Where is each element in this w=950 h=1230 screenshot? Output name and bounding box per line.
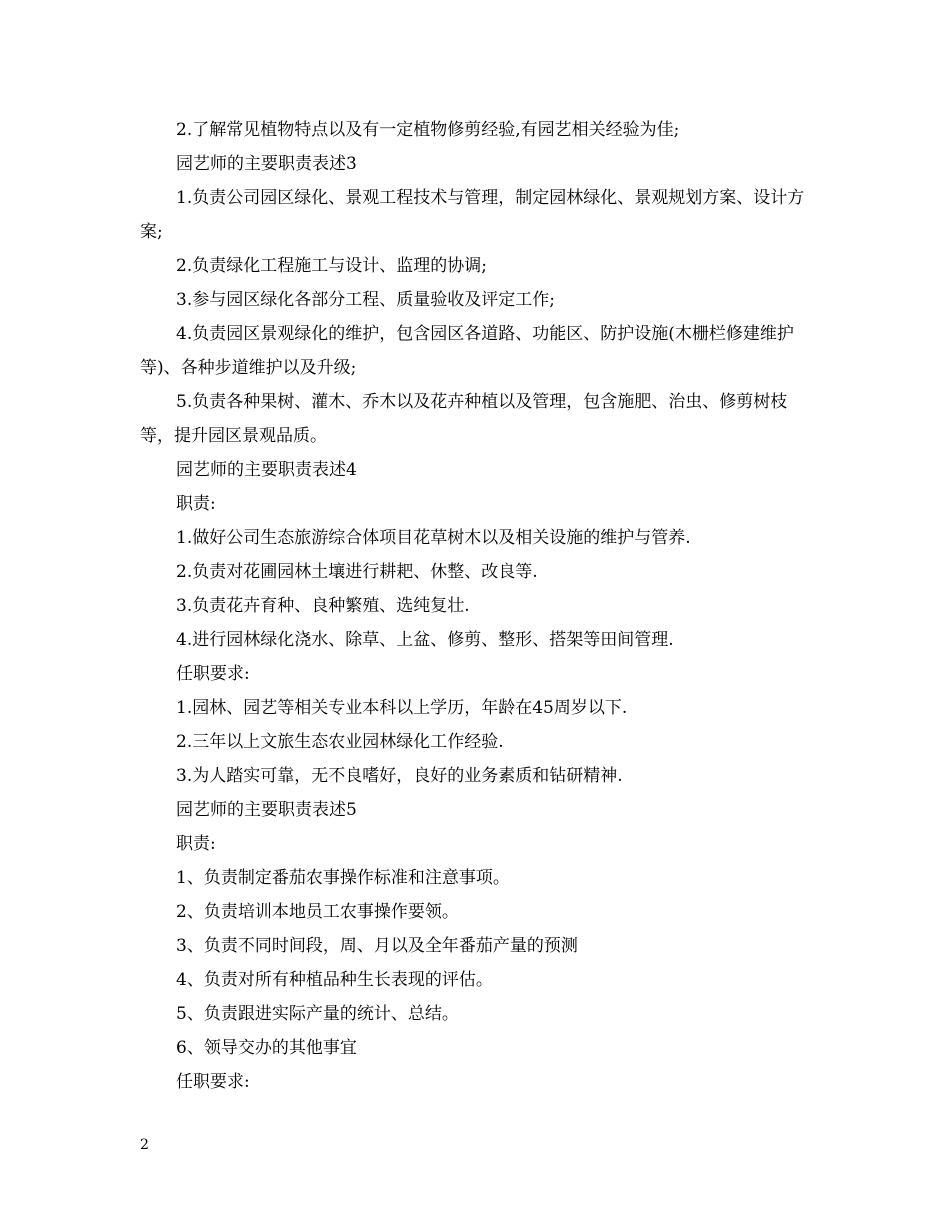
page-number: 2	[140, 1137, 149, 1153]
subheading: 职责:	[176, 834, 216, 854]
paragraph: 2、负责培训本地员工农事操作要领。	[176, 902, 459, 922]
subheading: 任职要求:	[176, 664, 250, 684]
paragraph: 1.园林、园艺等相关专业本科以上学历，年龄在45周岁以下.	[176, 698, 628, 718]
paragraph: 3、负责不同时间段，周、月以及全年番茄产量的预测	[176, 936, 578, 956]
subheading: 职责:	[176, 494, 216, 514]
section-heading: 园艺师的主要职责表述3	[176, 154, 357, 174]
paragraph: 6、领导交办的其他事宜	[176, 1038, 357, 1058]
paragraph: 3.为人踏实可靠，无不良嗜好，良好的业务素质和钻研精神.	[176, 766, 623, 786]
paragraph: 2.负责绿化工程施工与设计、监理的协调;	[176, 256, 487, 276]
section-heading: 园艺师的主要职责表述4	[176, 460, 357, 480]
document-body	[140, 113, 820, 1099]
paragraph: 4.负责园区景观绿化的维护，包含园区各道路、功能区、防护设施(木栅栏修建维护等)、各种步道维护以及升级;	[140, 324, 794, 378]
paragraph: 1.负责公司园区绿化、景观工程技术与管理，制定园林绿化、景观规划方案、设计方案;	[140, 188, 805, 242]
paragraph: 2.了解常见植物特点以及有一定植物修剪经验,有园艺相关经验为佳;	[176, 120, 680, 140]
paragraph: 5.负责各种果树、灌木、乔木以及花卉种植以及管理，包含施肥、治虫、修剪树枝等，提升园区景观品质。	[140, 392, 788, 446]
paragraph: 1、负责制定番茄农事操作标准和注意事项。	[176, 868, 510, 888]
paragraph: 2.负责对花圃园林土壤进行耕耙、休整、改良等.	[176, 562, 538, 582]
paragraph: 3.参与园区绿化各部分工程、质量验收及评定工作;	[176, 290, 555, 310]
subheading: 任职要求:	[176, 1072, 250, 1092]
paragraph: 2.三年以上文旅生态农业园林绿化工作经验.	[176, 732, 504, 752]
paragraph: 4、负责对所有种植品种生长表现的评估。	[176, 970, 493, 990]
paragraph: 5、负责跟进实际产量的统计、总结。	[176, 1004, 459, 1024]
paragraph: 3.负责花卉育种、良种繁殖、选纯复壮.	[176, 596, 470, 616]
paragraph: 1.做好公司生态旅游综合体项目花草树木以及相关设施的维护与管养.	[176, 528, 691, 548]
section-heading: 园艺师的主要职责表述5	[176, 800, 357, 820]
paragraph: 4.进行园林绿化浇水、除草、上盆、修剪、整形、搭架等田间管理.	[176, 630, 674, 650]
